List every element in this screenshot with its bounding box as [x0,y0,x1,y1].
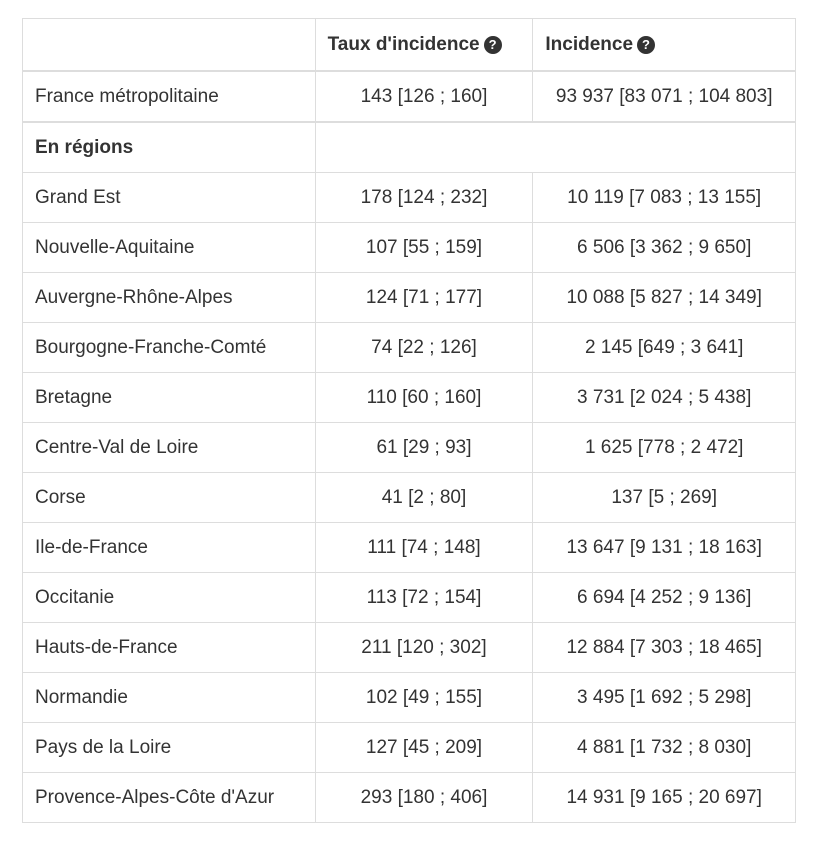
region-name: Normandie [23,673,316,723]
region-incidence: 1 625 [778 ; 2 472] [533,423,796,473]
table-body [23,71,796,823]
region-name: Bourgogne-Franche-Comté [23,323,316,373]
header-incidence-label: Incidence [545,33,634,55]
region-name: Auvergne-Rhône-Alpes [23,273,316,323]
region-incidence: 12 884 [7 303 ; 18 465] [533,623,796,673]
region-rate: 102 [49 ; 155] [315,673,533,723]
region-rate: 74 [22 ; 126] [315,323,533,373]
table-row [23,473,796,523]
region-name: Ile-de-France [23,523,316,573]
region-rate: 110 [60 ; 160] [315,373,533,423]
region-name: Provence-Alpes-Côte d'Azur [23,773,316,823]
region-incidence: 10 119 [7 083 ; 13 155] [533,173,796,223]
table-row [23,223,796,273]
region-incidence: 3 731 [2 024 ; 5 438] [533,373,796,423]
header-rate [315,19,533,72]
region-rate: 293 [180 ; 406] [315,773,533,823]
region-incidence: 3 495 [1 692 ; 5 298] [533,673,796,723]
region-name: Grand Est [23,173,316,223]
table-row [23,323,796,373]
region-incidence: 137 [5 ; 269] [533,473,796,523]
table-header-row [23,19,796,72]
country-incidence: 93 937 [83 071 ; 104 803] [533,71,796,122]
table-row [23,673,796,723]
region-incidence: 4 881 [1 732 ; 8 030] [533,723,796,773]
region-incidence: 2 145 [649 ; 3 641] [533,323,796,373]
country-name: France métropolitaine [23,71,316,122]
table-row [23,173,796,223]
region-name: Hauts-de-France [23,623,316,673]
table-row [23,423,796,473]
help-icon[interactable]: ? [637,36,655,54]
header-region [23,19,316,72]
section-empty-cell [315,122,795,173]
region-rate: 111 [74 ; 148] [315,523,533,573]
table-row [23,373,796,423]
country-rate: 143 [126 ; 160] [315,71,533,122]
table-row [23,723,796,773]
region-rate: 211 [120 ; 302] [315,623,533,673]
table-row [23,273,796,323]
region-name: Nouvelle-Aquitaine [23,223,316,273]
table-row [23,523,796,573]
table-row [23,773,796,823]
region-rate: 124 [71 ; 177] [315,273,533,323]
region-incidence: 10 088 [5 827 ; 14 349] [533,273,796,323]
table-row [23,573,796,623]
section-label: En régions [23,122,316,173]
region-rate: 61 [29 ; 93] [315,423,533,473]
header-incidence [533,19,796,72]
region-rate: 127 [45 ; 209] [315,723,533,773]
region-incidence: 14 931 [9 165 ; 20 697] [533,773,796,823]
region-rate: 113 [72 ; 154] [315,573,533,623]
region-name: Occitanie [23,573,316,623]
region-name: Corse [23,473,316,523]
region-incidence: 6 506 [3 362 ; 9 650] [533,223,796,273]
region-incidence: 6 694 [4 252 ; 9 136] [533,573,796,623]
region-incidence: 13 647 [9 131 ; 18 163] [533,523,796,573]
help-icon[interactable]: ? [484,36,502,54]
region-name: Centre-Val de Loire [23,423,316,473]
region-rate: 107 [55 ; 159] [315,223,533,273]
header-rate-label: Taux d'incidence [327,33,480,55]
country-row [23,71,796,122]
region-name: Bretagne [23,373,316,423]
region-rate: 178 [124 ; 232] [315,173,533,223]
region-name: Pays de la Loire [23,723,316,773]
section-row [23,122,796,173]
incidence-table [22,18,796,823]
table-row [23,623,796,673]
region-rate: 41 [2 ; 80] [315,473,533,523]
